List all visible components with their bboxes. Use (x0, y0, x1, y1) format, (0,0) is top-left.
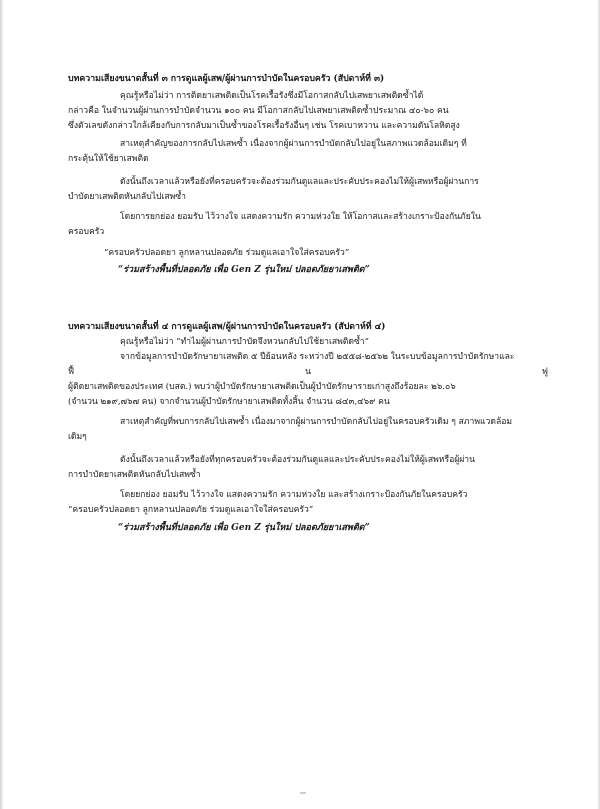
word: ฟื้ (68, 367, 75, 377)
word: น (305, 367, 311, 377)
article-3 (68, 72, 552, 278)
paragraph-line: ดังนั้นถึงเวลาแล้วหรือยังที่ครอบครัวจะต้องร่วมกันดูแลและประคับประคองไม่ให้ผู้เสพหรือผู้ผ่านการ (120, 177, 479, 187)
paragraph-line: ครอบครัว (68, 227, 105, 237)
paragraph-line: คุณรู้หรือไม่ว่า การติดยาเสพติดเป็นโรคเรื้อรังซึ่งมีโอกาสกลับไปเสพยาเสพติดซ้ำได้ (120, 91, 424, 101)
paragraph-line: สาเหตุสำคัญที่พบการกลับไปเสพซ้ำ เนื่องมาจากผู้ผ่านการบำบัดกลับไปอยู่ในครอบครัวเดิม ๆ สภาพแวดล้อม (120, 417, 513, 427)
paragraph-line: สาเหตุสำคัญของการกลับไปเสพซ้ำ เนื่องจากผู้ผ่านการบำบัดกลับไปอยู่ในสภาพแวดล้อมเดิมๆ ที่ (120, 139, 467, 149)
article-3-heading: บทความเสียงขนาดสั้นที่ ๓ การดูแลผู้เสพ/ผู้ผ่านการบำบัดในครอบครัว (สัปดาห์ที่ ๓) (68, 74, 385, 84)
family-quote: “ครอบครัวปลอดยา ลูกหลานปลอดภัย ร่วมดูแลเอาใจใส่ครอบครัว” (68, 505, 314, 515)
paragraph-line: การบำบัดยาเสพติดหันกลับไปเสพซ้ำ (68, 470, 201, 480)
campaign-slogan: “ร่วมสร้างพื้นที่ปลอดภัย เพื่อ Gen Z รุ่นใหม่ ปลอดภัยยาเสพติด” (118, 265, 370, 275)
justified-word-line (68, 365, 552, 380)
paragraph-line: ดังนั้นถึงเวลาแล้วหรือยังที่ทุกครอบครัวจะต้องร่วมกันดูแลและประคับประคองไม่ให้ผู้เสพหรือผู้ผ่าน (120, 455, 475, 465)
paragraph-line: (จำนวน ๒๑๙,๗๖๗ คน) จากจำนวนผู้บำบัดรักษายาเสพติดทั้งสิ้น จำนวน ๘๔๓,๔๖๙ คน (68, 397, 390, 407)
paragraph-line: คุณรู้หรือไม่ว่า “ทำไมผู้ผ่านการบำบัดจึงหวนกลับไปใช้ยาเสพติดซ้ำ” (120, 337, 370, 347)
campaign-slogan: “ร่วมสร้างพื้นที่ปลอดภัย เพื่อ Gen Z รุ่นใหม่ ปลอดภัยยาเสพติด” (118, 523, 370, 533)
paragraph-line: โดยการยกย่อง ยอมรับ ไว้วางใจ แสดงความรัก ความห่วงใย ให้โอกาสและสร้างเกราะป้องกันภัยใน (120, 212, 481, 222)
paragraph-line: กล่าวคือ ในจำนวนผู้ผ่านการบำบัดจำนวน ๑๐๐ คน มีโอกาสกลับไปเสพยาเสพติดซ้ำประมาณ ๔๐-๖๐ คน (68, 106, 449, 116)
paragraph-line: ผู้ติดยาเสพติดของประเทศ (บสต.) พบว่าผู้บำบัดรักษายาเสพติดเป็นผู้บำบัดรักษารายเก่าสูงถึงร้อยละ ๒๖.๐๖ (68, 382, 456, 392)
page-footer-mark (300, 792, 306, 794)
article-4 (68, 320, 552, 536)
paragraph-line: ซึ่งตัวเลขดังกล่าวใกล้เคียงกับการกลับมาเป็นซ้ำของโรคเรื้อรังอื่นๆ เช่น โรคเบาหวาน และความดันโลหิตสูง (68, 121, 460, 131)
page-shadow-left (0, 0, 3, 809)
paragraph-line: จากข้อมูลการบำบัดรักษายาเสพติด ๕ ปีย้อนหลัง ระหว่างปี ๒๕๕๘-๒๕๖๒ ในระบบข้อมูลการบำบัดรักษาและ (120, 352, 515, 362)
word: ฟู (541, 367, 548, 377)
paragraph-line: บำบัดยาเสพติดหันกลับไปเสพซ้ำ (68, 192, 186, 202)
paragraph-line: เดิมๆ (68, 432, 87, 442)
article-4-heading: บทความเสียงขนาดสั้นที่ ๔ การดูแลผู้เสพ/ผู้ผ่านการบำบัดในครอบครัว (สัปดาห์ที่ ๔) (68, 322, 386, 332)
family-quote: “ครอบครัวปลอดยา ลูกหลานปลอดภัย ร่วมดูแลเอาใจใส่ครอบครัว” (104, 248, 350, 258)
paragraph-line: กระตุ้นให้ใช้ยาเสพติด (68, 154, 149, 164)
paragraph-line: โดยยกย่อง ยอมรับ ไว้วางใจ แสดงความรัก ความห่วงใย และสร้างเกราะป้องกันภัยในครอบครัว (120, 490, 468, 500)
